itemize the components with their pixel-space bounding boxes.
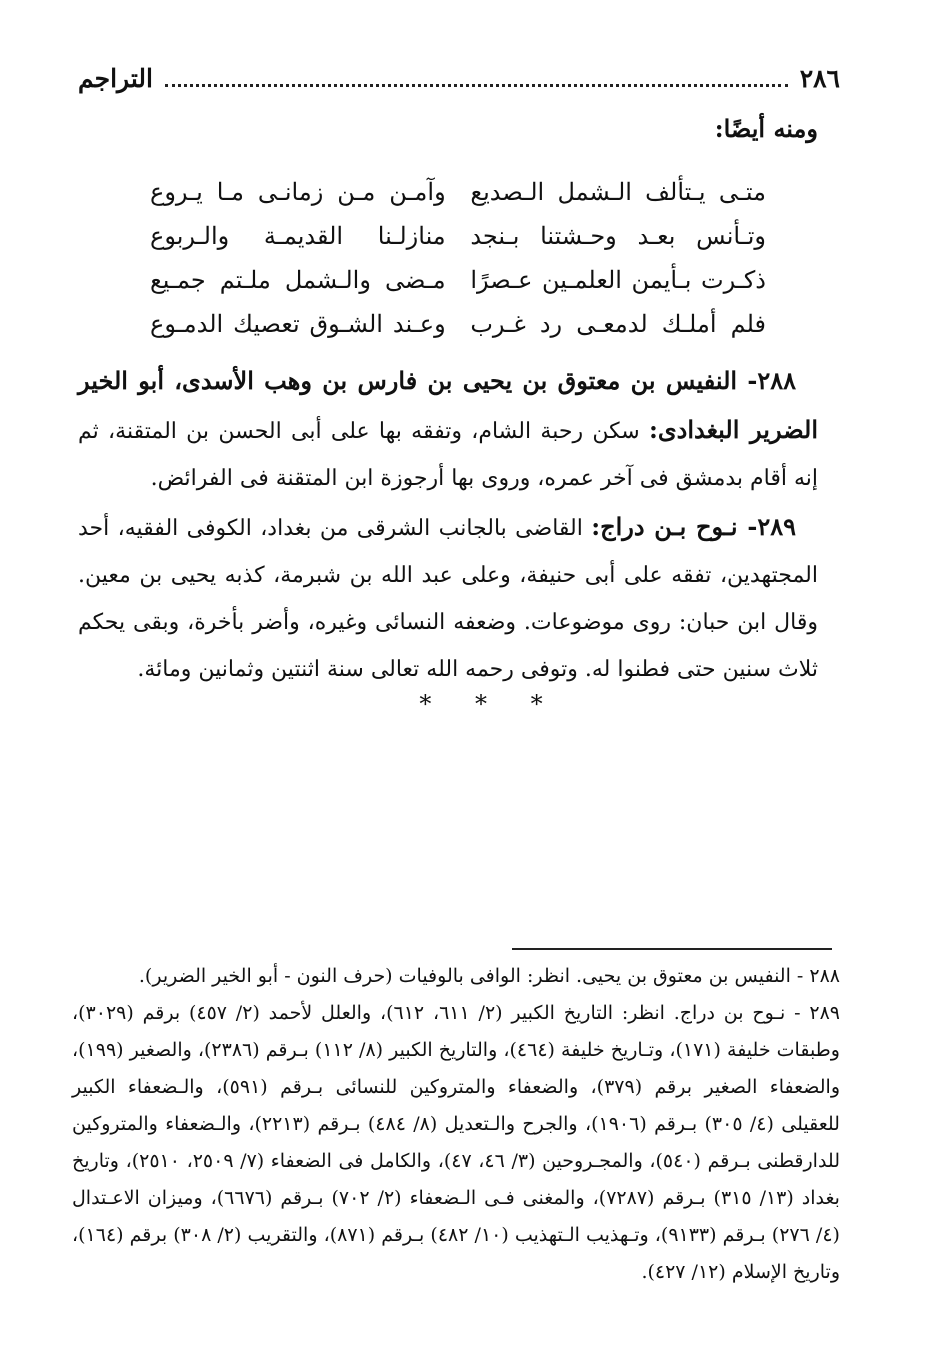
footnote-289: ٢٨٩ - نـوح بن دراج. انظر: التاريخ الكبير (٢/ ٦١١، ٦١٢)، والعلل لأحمد (٢/ ٤٥٧) برقم (٣٠٢٩)، وطبقات خليفة (١٧١)، وتـاريخ خليفة (٤٦٤)، والتاريخ الكبير (٨/ ١١٢) بـرقم (٢٣٨٦)، والصغير (١٩٩)، والضعفاء الصغير برقم (٣٧٩)، والضعفاء والمتروكين للنسائى بـرقم (٥٩١)، والـضعفاء الكبير للعقيلى (٤/ ٣٠٥) بـرقم (١٩٠٦)، والجرح والـتعديل (٨/ ٤٨٤) بـرقم (٢٢١٣)، والـضعفاء والمتروكين للدارقطنى بـرقم (٥٤٠)، والمجـروحين (٣/ ٤٦، ٤٧)، والكامل فى الضعفاء (٧/ ٢٥٠٩، ٢٥١٠)، وتاريخ بغداد (١٣/ ٣١٥) بـرقم (٧٢٨٧)، والمغنى فـى الـضعفاء (٢/ ٧٠٢) بـرقم (٦٦٧٦)، وميزان الاعـتدال (٤/ ٢٧٦) بـرقم (٩١٣٣)، وتـهذيب الـتهذيب (١٠/ ٤٨٢) بـرقم (٨٧١)، والتقريب (٢/ ٣٠٨) برقم (١٦٤)، وتاريخ الإسلام (١٢/ ٤٢٧). bbox=[72, 1002, 841, 1283]
biography-entry-288 bbox=[78, 357, 818, 502]
poem bbox=[150, 170, 766, 346]
footnotes bbox=[72, 958, 840, 1291]
poem-verse bbox=[150, 214, 766, 258]
verse-first-hemistich: متـى يـتألف الـشمل الـصديع bbox=[470, 178, 766, 206]
poem-subheading: ومنه أيضًا: bbox=[714, 114, 818, 143]
entry-body: سكن رحبة الشام، وتفقه بها على أبى الحسن بن المتقنة، ثم إنه أقام بدمشق فى آخر عمره، وروى بها أرجوزة ابن المتقنة فى الفرائض. bbox=[78, 419, 818, 491]
verse-second-hemistich: منازلـنا القديمـة والـربوع bbox=[150, 222, 446, 250]
verse-second-hemistich: وعـند الشـوق تعصيك الدمـوع bbox=[150, 310, 446, 338]
verse-first-hemistich: فلم أملـك لدمعـى رد غـرب bbox=[470, 310, 766, 338]
verse-second-hemistich: مـضى والـشمل ملـتم جمـيع bbox=[150, 266, 446, 294]
poem-verse bbox=[150, 302, 766, 346]
entry-body: القاضى بالجانب الشرقى من بغداد، الكوفى الفقيه، أحد المجتهدين، تفقه على أبى حنيفة، وعلى عبد الله بن شبرمة، كذبه يحيى بن معين. وقال ابن حبان: روى موضوعات. وضعفه النسائى وغيره، وأضر بأخرة، وبقى يحكم ثلاث سنين حتى فطنوا له. وتوفى رحمه الله تعالى سنة اثنتين وثمانين ومائة. bbox=[78, 516, 818, 682]
footnote-288: ٢٨٨ - النفيس بن معتوق بن يحيى. انظر: الوافى بالوفيات (حرف النون - أبو الخير الضرير). bbox=[138, 965, 840, 987]
biography-entry-289 bbox=[78, 503, 818, 693]
verse-second-hemistich: وآمـن مـن زمانـى مـا يـروع bbox=[150, 178, 446, 206]
verse-first-hemistich: وتـأنس بعـد وحـشتنا بـنجد bbox=[470, 222, 766, 250]
header-leader-dots bbox=[165, 84, 788, 87]
poem-verse bbox=[150, 170, 766, 214]
entry-heading: ٢٨٩- نـوح بـن دراج: bbox=[591, 512, 796, 541]
poem-verse bbox=[150, 258, 766, 302]
section-ornament: * * * bbox=[419, 690, 561, 718]
running-header bbox=[78, 58, 840, 98]
footnote-divider bbox=[512, 948, 832, 950]
verse-first-hemistich: ذكـرت بـأيمن العلمـين عـصرًا bbox=[470, 266, 766, 294]
page-number: ٢٨٦ bbox=[799, 63, 840, 93]
running-title: التراجم bbox=[78, 63, 153, 93]
entry-heading: ٢٨٨- النفيس بن معتوق بن يحيى بن فارس بن وهب الأسدى، أبو الخير الضرير البغدادى: bbox=[78, 366, 818, 444]
